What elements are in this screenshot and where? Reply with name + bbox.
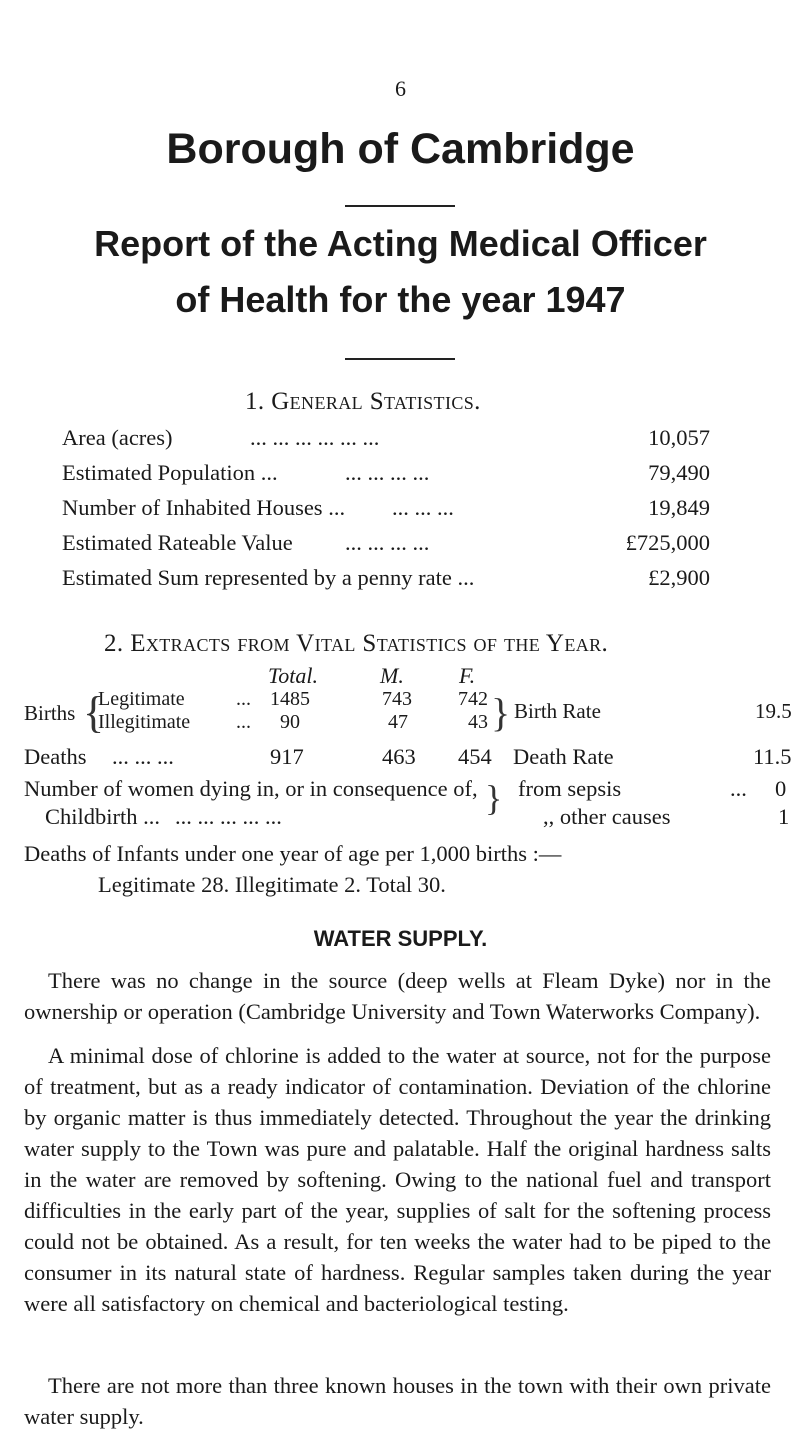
- illegitimate-dots: ...: [236, 711, 251, 733]
- stat-value-rateable: £725,000: [625, 530, 710, 555]
- deaths-label: Deaths: [24, 744, 87, 769]
- death-rate-value: 11.5: [753, 744, 792, 769]
- other-causes-value: 1: [778, 804, 790, 829]
- death-rate-label: Death Rate: [513, 744, 614, 769]
- legitimate-label: Legitimate: [98, 688, 185, 710]
- maternal-brace: }: [485, 778, 503, 818]
- water-paragraph-1: There was no change in the source (deep wells at Fleam Dyke) nor in the ownership or operation (Cambridge University and Town Waterworks Company).: [24, 968, 771, 1024]
- page-title: Borough of Cambridge: [166, 125, 635, 173]
- stat-label-rateable: Estimated Rateable Value: [62, 530, 293, 555]
- report-subtitle-line-1: Report of the Acting Medical Officer: [94, 223, 707, 264]
- water-supply-heading: WATER SUPPLY.: [313, 926, 488, 951]
- deaths-male: 463: [382, 744, 416, 769]
- maternal-deaths-label-line-1: Number of women dying in, or in consequence of,: [24, 776, 478, 801]
- legitimate-male: 743: [382, 688, 412, 710]
- sepsis-value: 0: [775, 776, 787, 801]
- legitimate-dots: ...: [236, 688, 251, 710]
- stat-label-penny-rate: Estimated Sum represented by a penny rate ...: [62, 565, 475, 590]
- subtitle-divider: [345, 358, 455, 360]
- maternal-deaths-label-line-2: Childbirth ...: [45, 804, 161, 829]
- birth-rate-value: 19.5: [755, 699, 792, 723]
- births-label: Births: [24, 701, 76, 725]
- stat-value-houses: 19,849: [648, 495, 710, 520]
- births-brace: {: [83, 688, 105, 737]
- infant-deaths-detail-visible: Legitimate 28. Illegitimate 2. Total 30.: [98, 872, 446, 897]
- water-paragraph-3: There are not more than three known houses in the town with their own private water supply.: [24, 1373, 771, 1429]
- deaths-dots: ... ... ...: [112, 744, 174, 769]
- stat-value-area: 10,057: [648, 425, 710, 450]
- general-statistics-heading: 1. General Statistics.: [245, 388, 481, 415]
- illegitimate-female: 43: [468, 711, 488, 733]
- birth-rate-brace: }: [491, 690, 511, 735]
- sepsis-label: from sepsis: [518, 776, 622, 801]
- page-number: 6: [395, 76, 406, 101]
- sepsis-dots: ...: [730, 776, 747, 801]
- deaths-total: 917: [270, 744, 304, 769]
- stat-label-population: Estimated Population ...: [62, 460, 278, 485]
- illegitimate-total: 90: [280, 711, 300, 733]
- infant-deaths-line: Deaths of Infants under one year of age per 1,000 births :—: [24, 841, 562, 866]
- illegitimate-label: Illegitimate: [98, 711, 191, 733]
- illegitimate-male: 47: [388, 711, 408, 733]
- legitimate-total: 1485: [270, 688, 310, 710]
- stat-label-area: Area (acres): [62, 425, 173, 450]
- report-subtitle-line-2: of Health for the year 1947: [175, 279, 626, 320]
- column-total: Total.: [268, 663, 318, 688]
- water-paragraph-2: A minimal dose of chlorine is added to the water at source, not for the purpose of treatment, but as a ready indicator of contamination. Deviation of the chlorine by organic matter is thus immediately detected. Throughout the year the drinking water supply to the Town was pure and palatable. Half the original hardness salts in the water are removed by softening. Owing to the national fuel and transport difficulties in the early part of the year, supplies of salt for the softening process could not be obtained. As a result, for ten weeks the water had to be piped to the consumer in its natural state of hardness. Regular samples taken during the year were all satisfactory on chemical and bacteriological testing.: [24, 1043, 771, 1316]
- stat-label-houses: Number of Inhabited Houses ...: [62, 495, 346, 520]
- deaths-female: 454: [458, 744, 492, 769]
- column-female: F.: [459, 663, 476, 688]
- stat-dots-rateable: ... ... ... ...: [345, 530, 430, 555]
- vital-statistics-heading: 2. Extracts from Vital Statistics of the Year.: [104, 630, 609, 657]
- stat-dots-area: ... ... ... ... ... ...: [250, 425, 380, 450]
- maternal-deaths-dots: ... ... ... ... ...: [175, 804, 282, 829]
- column-male: M.: [380, 663, 404, 688]
- stat-value-penny-rate: £2,900: [648, 565, 710, 590]
- stat-dots-houses: ... ... ...: [392, 495, 454, 520]
- legitimate-female: 742: [458, 688, 488, 710]
- stat-value-population: 79,490: [648, 460, 710, 485]
- stat-dots-population: ... ... ... ...: [345, 460, 430, 485]
- birth-rate-label: Birth Rate: [514, 699, 601, 723]
- title-divider: [345, 205, 455, 207]
- other-causes-label: ,, other causes: [543, 804, 671, 829]
